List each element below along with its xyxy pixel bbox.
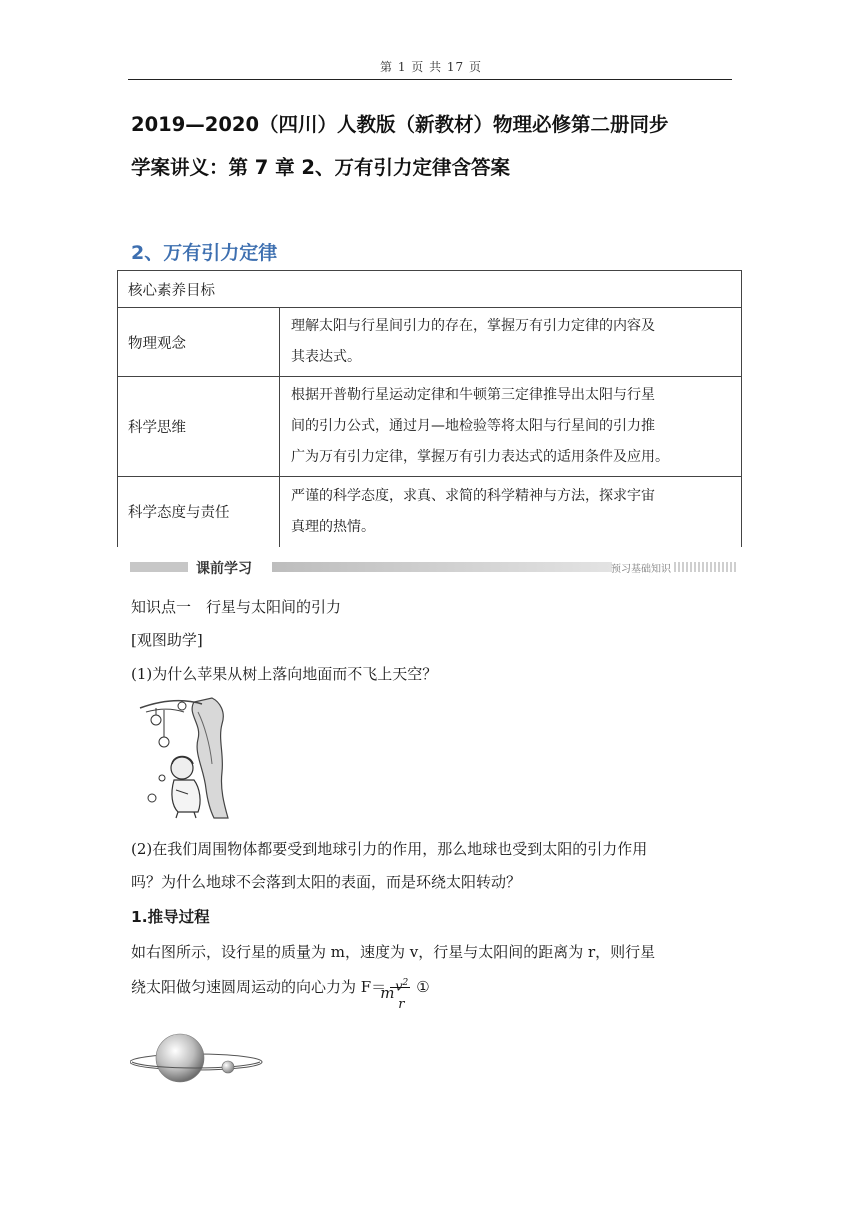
title-line-2: 学案讲义：第 7 章 2、万有引力定律含答案 xyxy=(131,156,511,179)
page-indicator: 第 1 页 共 17 页 xyxy=(380,60,482,74)
guide-label: [观图助学] xyxy=(131,631,203,649)
core-goals-table xyxy=(117,270,742,547)
banner-stripes xyxy=(674,562,738,572)
document-title xyxy=(131,103,741,189)
question-1: (1)为什么苹果从树上落向地面而不飞上天空？ xyxy=(131,665,438,683)
goal-label-concept: 物理观念 xyxy=(118,308,280,377)
goal-label-attitude: 科学态度与责任 xyxy=(118,477,280,547)
goal-desc-attitude xyxy=(280,477,742,547)
sun-shape xyxy=(156,1034,204,1082)
goal-desc-concept xyxy=(280,308,742,377)
derivation-line-2 xyxy=(131,969,731,1012)
header-rule xyxy=(128,79,732,80)
section-banner xyxy=(130,558,738,576)
banner-label: 课前学习 xyxy=(196,561,252,577)
centripetal-force-formula xyxy=(380,969,416,1012)
question-2-line-1: (2)在我们周围物体都要受到地球引力的作用，那么地球也受到太阳的引力作用 xyxy=(131,840,648,858)
table-header: 核心素养目标 xyxy=(118,271,742,308)
formula-exponent: 2 xyxy=(402,978,409,988)
equation-marker: ① xyxy=(416,978,430,996)
goal-desc-line: 其表达式。 xyxy=(291,349,361,365)
goal-desc-line: 真理的热情。 xyxy=(291,518,375,535)
sun-planet-diagram xyxy=(130,1030,266,1092)
planet-shape xyxy=(222,1061,234,1073)
formula-denominator: r xyxy=(398,997,405,1012)
formula-mass: m xyxy=(380,984,395,1002)
derivation-paragraph xyxy=(131,936,731,1012)
section-heading: 2、万有引力定律 xyxy=(131,242,278,264)
knowledge-point-title: 知识点一 行星与太阳间的引力 xyxy=(131,598,342,616)
derivation-line-1: 如右图所示，设行星的质量为 m，速度为 v，行星与太阳间的距离为 r，则行星 xyxy=(131,943,656,961)
goal-desc-line: 严谨的科学态度，求真、求简的科学精神与方法，探求宇宙 xyxy=(291,487,655,504)
goal-desc-line: 根据开普勒行星运动定律和牛顿第三定律推导出太阳与行星 xyxy=(291,387,655,403)
banner-bar xyxy=(272,562,612,572)
goal-desc-line: 广为万有引力定律，掌握万有引力表达式的适用条件及应用。 xyxy=(291,449,669,465)
derivation-heading: 1.推导过程 xyxy=(131,908,210,926)
derivation-text: 绕太阳做匀速圆周运动的向心力为 F＝ xyxy=(131,978,387,996)
banner-tag: 预习基础知识 xyxy=(611,564,671,575)
question-2-line-2: 吗？为什么地球不会落到太阳的表面，而是环绕太阳转动？ xyxy=(131,873,522,891)
apple-tree-illustration xyxy=(132,694,234,820)
banner-bar xyxy=(130,562,188,572)
title-line-1: 2019—2020（四川）人教版（新教材）物理必修第二册同步 xyxy=(131,113,669,136)
formula-velocity: v xyxy=(395,979,403,995)
goal-desc-line: 间的引力公式，通过月—地检验等将太阳与行星间的引力推 xyxy=(291,418,655,434)
goal-desc-thinking xyxy=(280,377,742,477)
goal-label-thinking: 科学思维 xyxy=(118,377,280,477)
goal-desc-line: 理解太阳与行星间引力的存在，掌握万有引力定律的内容及 xyxy=(291,318,655,334)
